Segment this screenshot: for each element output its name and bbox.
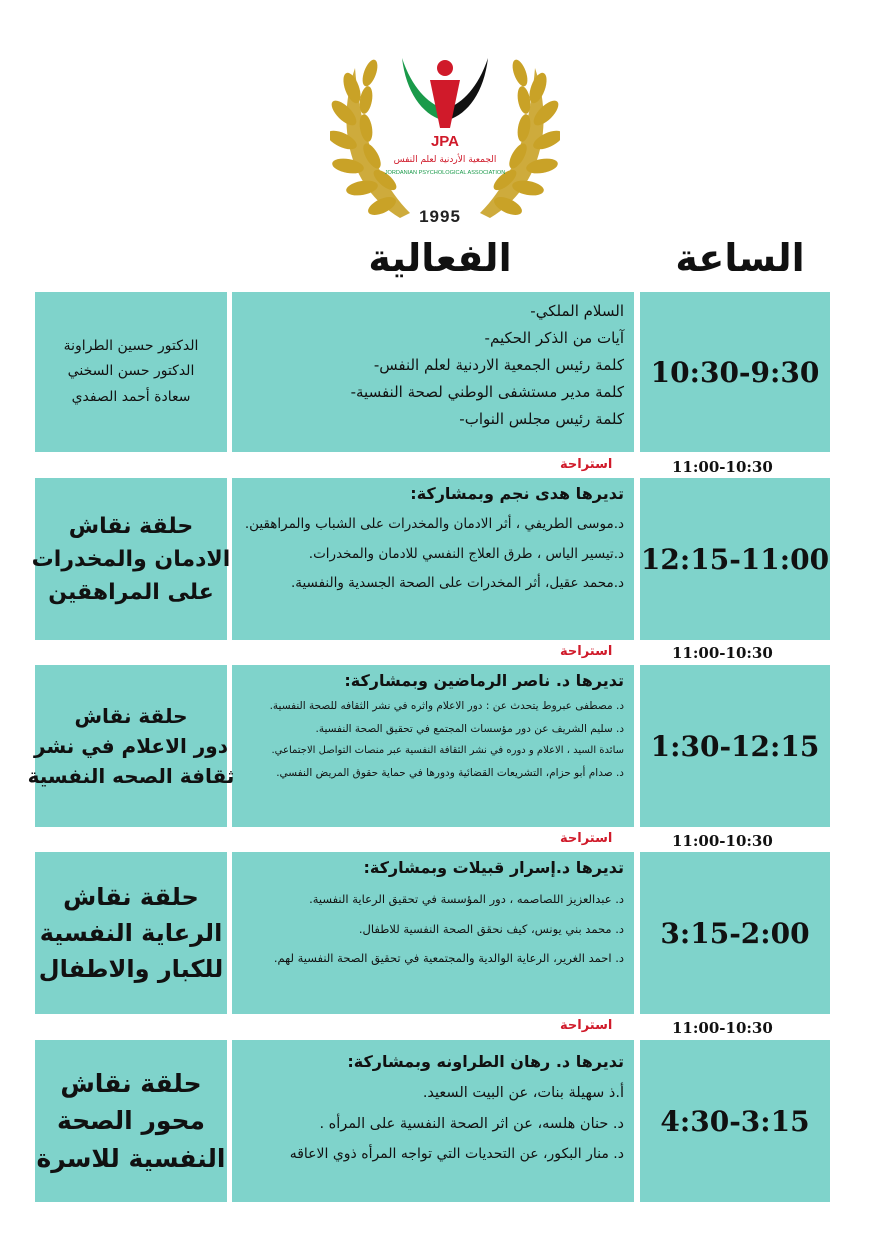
activity-column-header: الفعالية: [368, 236, 512, 280]
activity-item: السلام الملكي-: [530, 302, 624, 320]
activity-moderator: تديرها هدى نجم وبمشاركة:: [410, 484, 624, 503]
activity-moderator: تديرها د. رهان الطراونه وبمشاركة:: [347, 1052, 624, 1071]
break-label: استراحة: [560, 831, 613, 846]
activity-item: د.تيسير الياس ، طرق العلاج النفسي للادمان والمخدرات.: [308, 545, 624, 562]
session-title: [35, 1040, 227, 1202]
logo-name-ar: الجمعية الأردنية لعلم النفس: [393, 155, 497, 165]
break-time: 11:00-10:30: [672, 458, 773, 476]
activity-item: كلمة رئيس مجلس النواب-: [459, 410, 624, 428]
title-line: حلقة نقاش: [68, 513, 194, 539]
title-line: الادمان والمخدرات: [31, 546, 231, 572]
title-line: على المراهقين: [48, 579, 214, 605]
break-label: استراحة: [560, 457, 613, 472]
session-title: [27, 665, 235, 827]
title-line: حلقة نقاش: [63, 883, 199, 911]
title-line: النفسية للاسرة: [36, 1143, 226, 1173]
title-line: للكبار والاطفال: [38, 955, 224, 983]
session-activity: [232, 852, 634, 1014]
activity-moderator: تديرها د.إسرار قبيلات وبمشاركة:: [363, 858, 624, 877]
activity-item: د. سليم الشريف عن دور مؤسسات المجتمع في تحقيق الصحة النفسية.: [315, 722, 624, 735]
session-time: 10:30-9:30: [640, 292, 830, 452]
session-activity: [232, 665, 634, 827]
activity-item: سائدة السيد ، الاعلام و دوره في نشر الثقافة النفسية عبر منصات التواصل الاجتماعي.: [271, 745, 624, 756]
session-time: 1:30-12:15: [640, 665, 830, 827]
time-column-header: الساعة: [675, 236, 805, 280]
activity-item: آيات من الذكر الحكيم-: [484, 329, 624, 347]
activity-item: د. احمد الغرير، الرعاية الوالدية والمجتمعية في تحقيق الصحة النفسية لهم.: [273, 951, 624, 965]
activity-item: كلمة مدير مستشفى الوطني لصحة النفسية-: [350, 383, 624, 401]
title-line: حلقة نقاش: [74, 704, 188, 728]
session-time: 4:30-3:15: [640, 1040, 830, 1202]
title-line: محور الصحة: [56, 1106, 206, 1136]
session-activity: [232, 478, 634, 640]
break-time: 11:00-10:30: [672, 644, 773, 662]
session-title: [31, 478, 231, 640]
title-line: حلقة نقاش: [60, 1068, 202, 1098]
break-time: 11:00-10:30: [672, 1019, 773, 1037]
title-line: الرعاية النفسية: [39, 919, 223, 947]
break-time: 11:00-10:30: [672, 832, 773, 850]
activity-item: د. منار البكور، عن التحديات التي تواجه المرأه ذوي الاعاقه: [289, 1146, 624, 1162]
session-speakers: [35, 292, 227, 452]
title-line: ثقافة الصحه النفسية: [27, 764, 235, 788]
founding-year: 1995: [419, 207, 461, 226]
session-title: [35, 852, 227, 1014]
session-time: 3:15-2:00: [640, 852, 830, 1014]
activity-item: أ.ذ سهيلة بنات، عن البيت السعيد.: [422, 1085, 624, 1101]
speaker-line: الدكتور حسين الطراونة: [63, 338, 199, 355]
session-activity: [232, 1040, 634, 1202]
speaker-line: سعادة أحمد الصفدي: [71, 388, 191, 405]
title-line: دور الاعلام في نشر: [34, 734, 228, 758]
activity-item: د. مصطفى عبروط يتحدث عن : دور الاعلام واثره في نشر الثقافه للصحة النفسية.: [269, 700, 624, 712]
session-time: 12:15-11:00: [640, 478, 830, 640]
break-label: استراحة: [560, 644, 613, 659]
activity-item: د.موسى الطريفي ، أثر الادمان والمخدرات على الشباب والمراهقين.: [244, 516, 624, 532]
logo-abbr: JPA: [430, 133, 460, 150]
speaker-line: الدكتور حسن السخني: [67, 363, 195, 380]
activity-item: د.محمد عقيل، أثر المخدرات على الصحة الجسدية والنفسية.: [290, 575, 624, 591]
activity-item: د. حنان هلسه، عن اثر الصحة النفسية على المرأه .: [319, 1115, 624, 1132]
logo-name-en: JORDANIAN PSYCHOLOGICAL ASSOCIATION: [384, 170, 506, 176]
session-activity: [232, 292, 634, 452]
activity-moderator: تديرها د. ناصر الرماضين وبمشاركة:: [344, 671, 624, 690]
jpa-logo: [330, 28, 560, 233]
activity-item: د. عبدالعزيز اللصاصمه ، دور المؤسسة في تحقيق الرعاية النفسية.: [309, 892, 624, 906]
activity-item: د. صدام أبو حزام، التشريعات القضائية ودورها في حماية حقوق المريض النفسي.: [276, 767, 624, 779]
activity-item: كلمة رئيس الجمعية الاردنية لعلم النفس-: [373, 356, 624, 374]
break-label: استراحة: [560, 1018, 613, 1033]
activity-item: د. محمد بني يونس، كيف نحقق الصحة النفسية للاطفال.: [358, 921, 624, 936]
